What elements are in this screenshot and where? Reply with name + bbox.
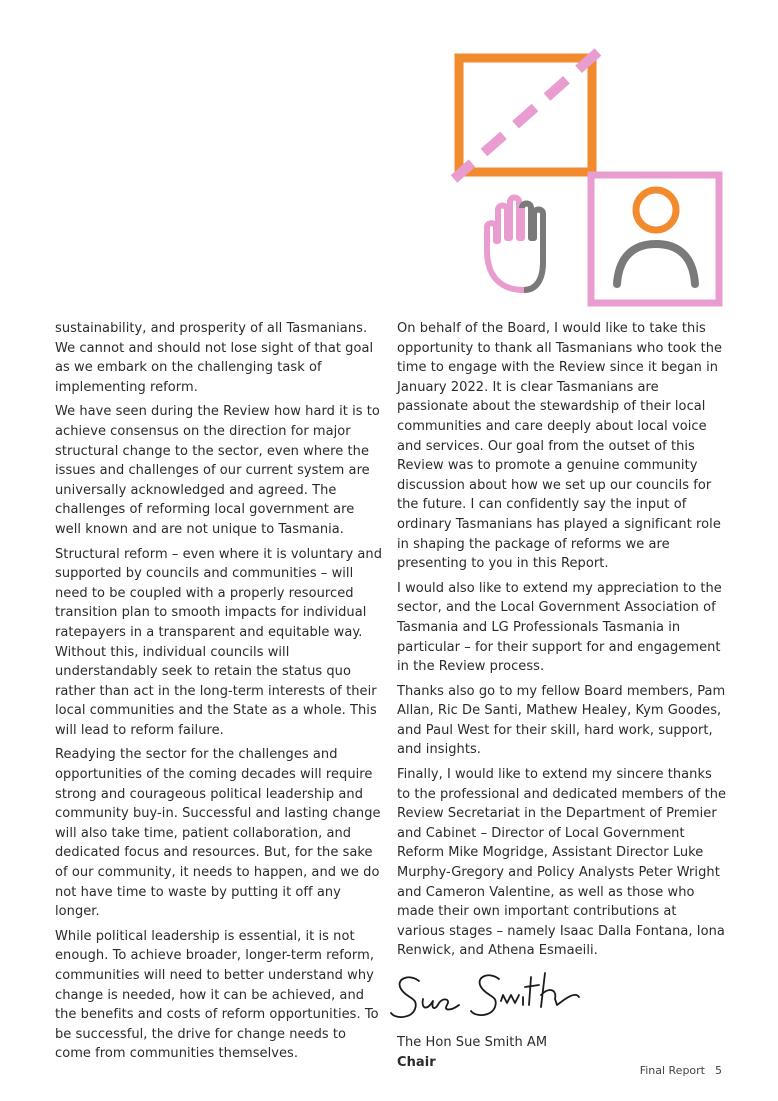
signer-name: The Hon Sue Smith AM — [397, 1035, 548, 1050]
signature — [389, 969, 589, 1029]
paragraph: While political leadership is essential, it is not enough. To achieve broader, longer-term reform, communities will need to better understand why change is needed, how it can be achieved, and the benefits and costs of reform opportunities. To be successful, the drive for change needs to come from communities themselves. — [55, 928, 379, 1062]
paragraph: sustainability, and prosperity of all Tasmanians. We cannot and should not lose sight of that goal as we embark on the challenging task of implementing reform. — [55, 321, 374, 395]
right-column — [397, 319, 727, 1072]
paragraph: Finally, I would like to extend my sincere thanks to the professional and dedicated members of the Review Secretariat in the Department of Premier and Cabinet – Director of Local Government Reform Mike Mogridge, Assistant Director Luke Murphy-Gregory and Policy Analysts Peter Wright and Cameron Valentine, as well as those who made their own important contributions at various stages – namely Isaac Dalla Fontana, Iona Renwick, and Athena Esmaeili. — [397, 767, 727, 959]
paragraph: I would also like to extend my appreciation to the sector, and the Local Government Association of Tasmania and LG Professionals Tasmania in particular – for their support for and engagement in the Review process. — [397, 580, 722, 675]
square-dashed-line-icon — [454, 52, 598, 179]
paragraph: We have seen during the Review how hard it is to achieve consensus on the direction for major structural change to the sector, even where the issues and challenges of our current system are universally acknowledged and agreed. The challenges of reforming local government are well known and are not unique to Tasmania. — [55, 404, 380, 537]
page-footer — [640, 1064, 722, 1077]
footer-label: Final Report — [639, 1064, 705, 1077]
signer-role: Chair — [397, 1054, 436, 1070]
header-illustration — [450, 48, 730, 310]
raised-hand-icon — [487, 198, 543, 291]
page-number: 5 — [715, 1064, 722, 1077]
left-column — [55, 319, 383, 1069]
paragraph: Thanks also go to my fellow Board members, Pam Allan, Ric De Santi, Mathew Healey, Kym Goodes, and Paul West for their skill, hard work, support, and insights. — [397, 683, 726, 758]
paragraph: Structural reform – even where it is voluntary and supported by councils and communities – will need to be coupled with a properly resourced transition plan to smooth impacts for individual ratepayers in a transparent and equitable way. Without this, individual councils will understandably seek to retain the status quo rather than act in the long-term interests of their local communities and the State as a whole. This will lead to reform failure. — [55, 546, 383, 738]
paragraph: On behalf of the Board, I would like to take this opportunity to thank all Tasmanians who took the time to engage with the Review since it began in January 2022. It is clear Tasmanians are passionate about the stewardship of their local communities and care deeply about local voice and services. Our goal from the outset of this Review was to promote a genuine community discussion about how we set up our councils for the future. I can confidently say the input of ordinary Tasmanians has played a significant role in shaping the package of reforms we are presenting to you in this Report. — [397, 321, 723, 572]
paragraph: Readying the sector for the challenges and opportunities of the coming decades will require strong and courageous political leadership and community buy-in. Successful and lasting change will also take time, patient collaboration, and dedicated focus and resources. But, for the sake of our community, it needs to happen, and we do not have time to waste by putting it off any longer. — [55, 747, 381, 920]
person-icon — [591, 175, 719, 303]
